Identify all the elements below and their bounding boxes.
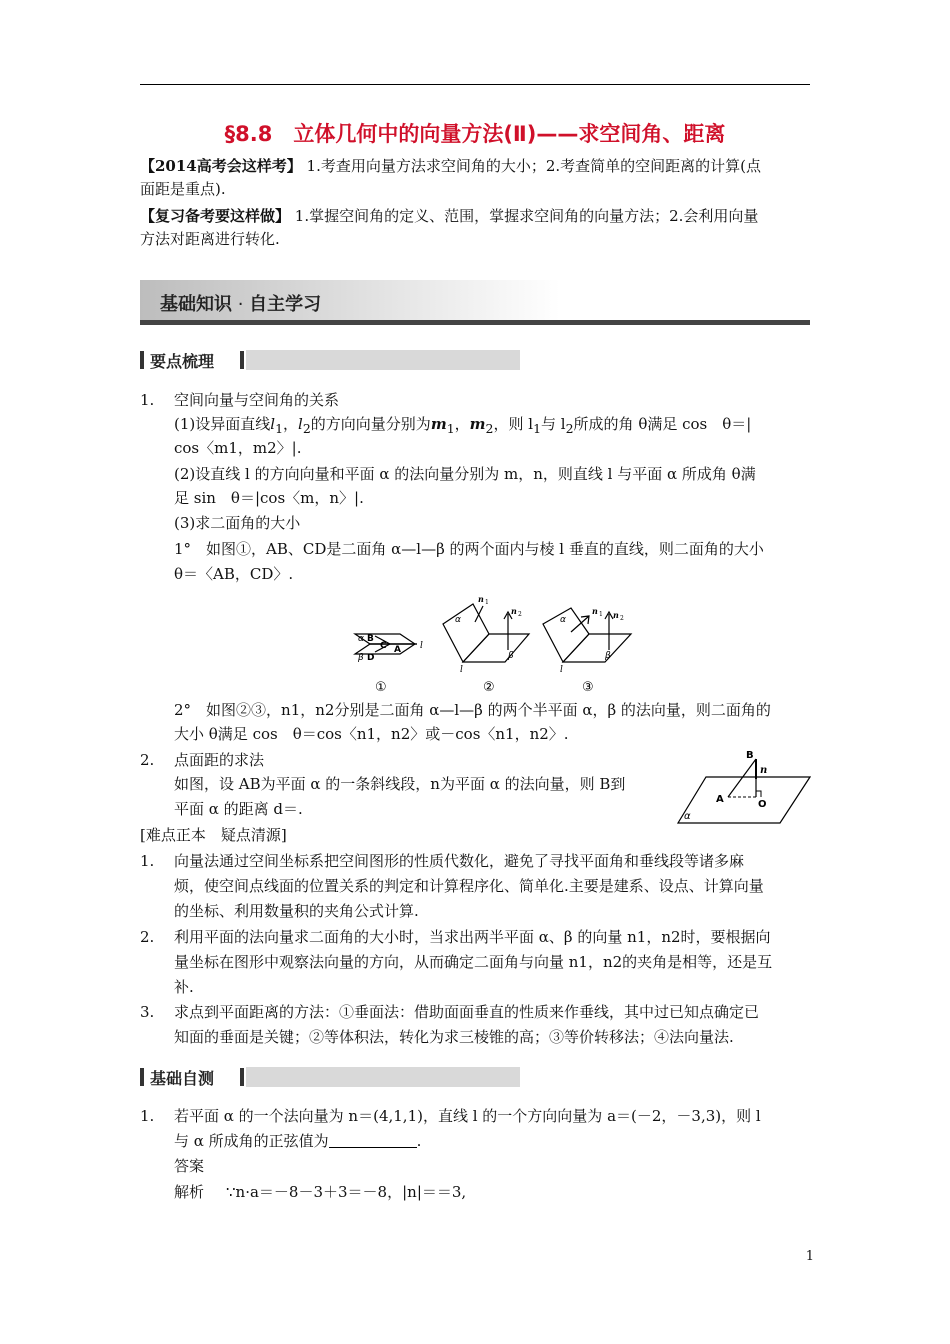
- kp1-p2-line2: 足 sin θ＝|cos〈m，n〉|.: [174, 489, 364, 507]
- figure-3-label: ③: [582, 680, 594, 695]
- svg-text:l: l: [560, 665, 563, 675]
- kp1-p1-l1: l: [270, 415, 276, 433]
- review-text-2: 方法对距离进行转化.: [140, 230, 280, 248]
- kp1-p2-line1: (2)设直线 l 的方向向量和平面 α 的法向量分别为 m，n，则直线 l 与平面 α 所成角 θ满: [174, 465, 756, 483]
- figure-1-label: ①: [375, 680, 387, 695]
- kp1-p1-sub2: 2: [302, 421, 311, 436]
- subheader-key-points: [140, 350, 520, 372]
- kp2-heading: 点面距的求法: [174, 751, 265, 769]
- subheader-shade: [246, 1067, 520, 1087]
- kp1-p3: (3)求二面角的大小: [174, 514, 301, 532]
- dihedral-figures: [345, 592, 645, 696]
- diff1-line1: 向量法通过空间坐标系把空间图形的性质代数化，避免了寻找平面角和垂线段等诸多麻: [174, 852, 745, 870]
- analysis-line: [174, 1181, 466, 1203]
- svg-text:2: 2: [518, 611, 522, 618]
- svg-text:n: n: [592, 606, 598, 616]
- section-title: [160, 290, 321, 316]
- exam-tag: 【2014高考会这样考】: [140, 157, 302, 175]
- section-title-sub: 自主学习: [249, 294, 322, 315]
- kp1-p1-b: ，: [283, 415, 299, 433]
- svg-text:α: α: [455, 615, 461, 625]
- top-rule: [140, 84, 810, 85]
- section-header: [140, 280, 810, 326]
- section-title-dot: ·: [232, 294, 250, 315]
- subheader-shade: [246, 350, 520, 370]
- diff1-num: 1.: [140, 852, 155, 870]
- figure-2: [443, 594, 529, 675]
- kp2-line1: 如图，设 AB为平面 α 的一条斜线段，n为平面 α 的法向量，则 B到: [174, 775, 626, 793]
- analysis-text: ∵n·a＝－8－3＋3＝－8，|n|＝＝3,: [226, 1183, 467, 1201]
- kp2-num: 2.: [140, 751, 155, 769]
- section-title-main: 基础知识: [160, 294, 232, 315]
- q1-line2: [174, 1130, 421, 1152]
- svg-text:1: 1: [485, 599, 489, 606]
- kp1-p1-e2: 1: [533, 421, 542, 436]
- analysis-label: 解析: [174, 1183, 205, 1201]
- kp1-p3-2-line2: 大小 θ满足 cos θ＝cos〈n1，n2〉或－cos〈n1，n2〉.: [174, 725, 569, 743]
- diff3-line2: 知面的垂面是关键；②等体积法，转化为求三棱锥的高；③等价转移法；④法向量法.: [174, 1028, 734, 1046]
- figure-3: [543, 606, 631, 675]
- svg-text:n: n: [760, 765, 768, 776]
- svg-text:n: n: [613, 610, 619, 620]
- kp1-p1-g: 所成的角 θ满足 cos θ＝|: [573, 415, 752, 433]
- svg-text:n: n: [511, 606, 517, 616]
- kp1-p1-m1s: 1: [446, 421, 455, 436]
- svg-text:β: β: [605, 651, 611, 661]
- q1-line2-text: 与 α 所成角的正弦值为: [174, 1132, 329, 1150]
- diff1-line2: 烦，使空间点线面的位置关系的判定和计算程序化、简单化.主要是建系、设点、计算向量: [174, 877, 764, 895]
- kp1-p3-1-line2: θ＝〈AB，CD〉.: [174, 565, 294, 583]
- svg-text:n: n: [478, 594, 484, 604]
- difficulty-tag: [难点正本 疑点清源]: [140, 826, 287, 844]
- subheader-label: 要点梳理: [150, 352, 215, 371]
- subheader-label: 基础自测: [150, 1069, 215, 1088]
- exam-text-2: 面距是重点).: [140, 180, 226, 198]
- svg-text:l: l: [460, 665, 463, 675]
- diff2-line1: 利用平面的法向量求二面角的大小时，当求出两半平面 α、β 的向量 n1，n2时，要根据向: [174, 928, 771, 946]
- q1-line1: 若平面 α 的一个法向量为 n＝(4,1,1)，直线 l 的一个方向向量为 a＝(－2，－3,3)，则 l: [174, 1107, 761, 1125]
- subheader-right-bar: [240, 1068, 244, 1086]
- kp1-p3-1-line1: 1° 如图①，AB、CD是二面角 α—l—β 的两个面内与棱 l 垂直的直线，则二面角的大小: [174, 540, 764, 558]
- kp1-p1-sub1: 1: [275, 421, 284, 436]
- svg-text:β: β: [358, 653, 364, 663]
- q1-line2-end: .: [416, 1132, 422, 1150]
- review-plan: [140, 205, 758, 227]
- review-text-1: 1.掌握空间角的定义、范围，掌握求空间角的向量方法；2.会利用向量: [294, 207, 759, 225]
- svg-text:l: l: [420, 641, 423, 651]
- diff1-line3: 的坐标、利用数量积的夹角公式计算.: [174, 902, 419, 920]
- kp1-p3-2-line1: 2° 如图②③，n1，n2分别是二面角 α—l—β 的两个半平面 α，β 的法向量，则二面角的: [174, 701, 771, 719]
- svg-text:D: D: [367, 653, 375, 663]
- kp1-heading: 空间向量与空间角的关系: [174, 391, 340, 409]
- diff2-line3: 补.: [174, 978, 194, 996]
- kp1-p1-m2s: 2: [485, 421, 494, 436]
- kp1-p1-m2: m: [469, 415, 486, 433]
- q1-num: 1.: [140, 1107, 155, 1125]
- svg-text:α: α: [684, 811, 691, 822]
- svg-text:O: O: [758, 799, 767, 810]
- svg-text:C: C: [380, 641, 387, 651]
- diff3-num: 3.: [140, 1003, 155, 1021]
- svg-text:B: B: [367, 634, 374, 644]
- point-plane-figure: [676, 745, 811, 827]
- svg-text:B: B: [746, 750, 754, 761]
- figure-1: [355, 634, 423, 663]
- svg-text:1: 1: [599, 611, 603, 618]
- svg-text:α: α: [358, 634, 364, 644]
- diff2-num: 2.: [140, 928, 155, 946]
- diff2-line2: 量坐标在图形中观察法向量的方向，从而确定二面角与向量 n1，n2的夹角是相等，还是互: [174, 953, 773, 971]
- kp1-p1-d: ，: [454, 415, 470, 433]
- kp1-p1-e: ，则 l: [493, 415, 534, 433]
- answer-blank: [329, 1133, 417, 1148]
- figure-2-label: ②: [483, 680, 495, 695]
- svg-text:A: A: [716, 794, 724, 805]
- answer-label: 答案: [174, 1157, 205, 1175]
- exam-text-1: 1.考查用向量方法求空间角的大小；2.考查简单的空间距离的计算(点: [306, 157, 762, 175]
- kp1-p1-f: 与 l: [541, 415, 566, 433]
- diff3-line1: 求点到平面距离的方法：①垂面法：借助面面垂直的性质来作垂线，其中过已知点确定已: [174, 1003, 760, 1021]
- kp1-num: 1.: [140, 391, 155, 409]
- exam-focus: [140, 155, 761, 177]
- subheader-right-bar: [240, 351, 244, 369]
- kp1-p1-line1: [174, 413, 751, 440]
- kp1-p1-m1: m: [430, 415, 447, 433]
- kp1-p1-c: 的方向向量分别为: [310, 415, 431, 433]
- page-title: §8.8 立体几何中的向量方法(Ⅱ)——求空间角、距离: [224, 122, 726, 146]
- kp1-p1-a: (1)设异面直线: [174, 415, 271, 433]
- kp1-p1-line2: cos〈m1，m2〉|.: [174, 439, 302, 457]
- subheader-self-test: [140, 1067, 520, 1089]
- kp1-p1-l2: l: [298, 415, 303, 433]
- svg-text:A: A: [394, 645, 401, 655]
- page-number: 1: [805, 1249, 814, 1264]
- subheader-left-bar: [140, 351, 144, 369]
- section-header-rule: [140, 320, 810, 325]
- kp2-line2: 平面 α 的距离 d＝.: [174, 800, 303, 818]
- svg-text:2: 2: [620, 615, 624, 622]
- svg-text:β: β: [508, 651, 514, 661]
- svg-text:α: α: [560, 615, 566, 625]
- kp1-p1-f2: 2: [565, 421, 574, 436]
- review-tag: 【复习备考要这样做】: [140, 207, 291, 225]
- subheader-left-bar: [140, 1068, 144, 1086]
